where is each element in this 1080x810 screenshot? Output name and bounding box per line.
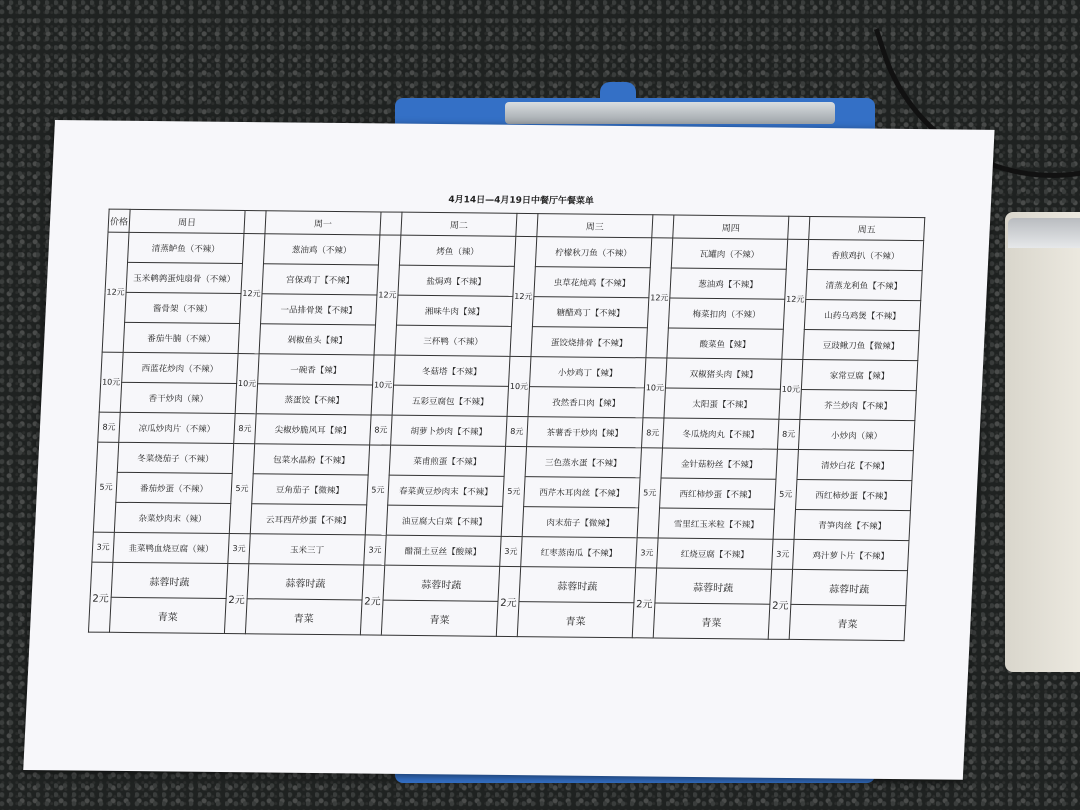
dish-cell: 青菜 [653,603,770,639]
price-cell: 3元 [772,539,794,569]
price-cell: 3元 [364,535,386,565]
menu-sheet [23,120,994,780]
dish-cell: 青菜 [789,604,906,640]
dish-cell: 孜然香口肉【辣】 [528,387,644,418]
dish-cell: 红枣蒸南瓜【不辣】 [521,537,637,568]
dish-cell: 蒸蛋饺【不辣】 [256,384,372,415]
dish-cell: 五彩豆腐包【不辣】 [392,385,508,416]
price-cell: 2元 [360,565,384,635]
price-cell: 2元 [224,564,248,634]
price-cell: 5元 [501,446,526,536]
dish-cell: 菜甫煎蛋【不辣】 [389,445,505,476]
dish-cell: 红烧豆腐【不辣】 [657,538,773,569]
price-cell: 2元 [496,566,520,636]
price-cell: 8元 [777,419,799,449]
dish-cell: 蒜蓉时蔬 [383,565,500,601]
dish-cell: 冬菜烧茄子（不辣） [117,442,233,473]
price-cell: 3元 [636,538,658,568]
dish-cell: 茶薯香干炒肉【辣】 [527,417,643,448]
menu-title: 4月14日—4月19日中餐厅午餐菜单 [448,195,595,207]
dish-cell: 蛋饺烧排骨【不辣】 [531,327,647,358]
menu-table [88,209,925,642]
dish-cell: 包菜水晶粉【不辣】 [253,444,369,475]
dish-cell: 青菜 [381,600,498,636]
dish-cell: 蒜蓉时蔬 [247,564,364,600]
day-header: 周二 [401,212,517,236]
dish-cell: 西红柿炒蛋【不辣】 [796,479,912,510]
price-header-blank [652,215,674,238]
dish-cell: 鸡汁萝卜片【不辣】 [793,539,909,570]
dish-cell: 糖醋鸡丁【不辣】 [532,297,648,328]
price-cell: 8元 [234,414,256,444]
price-cell: 8元 [370,415,392,445]
dish-cell: 双椒猪头肉【辣】 [665,358,781,389]
dish-cell: 玉米鹌鹑蛋炖扇骨（不辣） [126,262,242,293]
dish-cell: 云耳西芹炒蛋【不辣】 [250,504,366,535]
dish-cell: 雪里红玉米粒【不辣】 [658,508,774,539]
price-cell: 10元 [507,356,531,416]
dish-cell: 葱油鸡【不辣】 [670,268,786,299]
dish-cell: 一碗香【辣】 [258,354,374,385]
dish-cell: 西蓝花炒肉（不辣） [122,352,238,383]
price-cell: 12元 [510,236,537,356]
price-cell: 8元 [642,418,664,448]
day-header: 周四 [673,215,789,239]
day-header: 周三 [537,214,653,238]
dish-cell: 剁椒鱼头【辣】 [259,324,375,355]
price-cell: 10元 [643,358,667,418]
dish-cell: 蒜蓉时蔬 [791,569,908,605]
price-header-blank [244,211,266,234]
clipboard-clip [505,102,835,124]
dish-cell: 胡萝卜炒肉【不辣】 [391,415,507,446]
dish-cell: 葱油鸡（不辣） [263,234,379,265]
dish-cell: 肉末茄子【微辣】 [522,507,638,538]
price-header: 价格 [108,209,130,232]
dish-cell: 番茄牛腩（不辣） [123,322,239,353]
dish-cell: 三色蒸水蛋【不辣】 [525,447,641,478]
dish-cell: 蒜蓉时蔬 [111,562,228,598]
dish-cell: 青笋肉丝【不辣】 [794,509,910,540]
price-header-blank [380,212,402,235]
day-header: 周一 [265,211,381,235]
dish-cell: 清蒸鲈鱼（不辣） [128,232,244,263]
dish-cell: 瓦罐肉（不辣） [671,238,787,269]
dish-cell: 小炒鸡丁【辣】 [529,357,645,388]
price-cell: 12元 [782,239,809,359]
price-cell: 5元 [365,445,390,535]
price-header-blank [516,213,538,236]
dish-cell: 宫保鸡丁【不辣】 [262,264,378,295]
side-device-lid [1008,218,1080,248]
dish-cell: 柠檬秋刀鱼（不辣） [535,237,651,268]
dish-cell: 蒜蓉时蔬 [655,568,772,604]
price-cell: 2元 [768,569,792,639]
price-cell: 3元 [500,536,522,566]
dish-cell: 三杯鸭（不辣） [395,325,511,356]
price-cell: 12元 [646,238,673,358]
dish-cell: 玉米三丁 [249,534,365,565]
price-cell: 10元 [371,355,395,415]
dish-cell: 豆角茄子【微辣】 [252,474,368,505]
dish-cell: 冬菇塔【不辣】 [394,355,510,386]
dish-cell: 湘味牛肉【辣】 [396,295,512,326]
price-cell: 5元 [773,449,798,539]
price-cell: 10元 [235,354,259,414]
price-cell: 12元 [374,235,401,355]
dish-cell: 山药乌鸡煲【不辣】 [804,299,920,330]
price-cell: 12元 [238,234,265,354]
dish-cell: 烤鱼（辣） [399,235,515,266]
dish-cell: 西红柿炒蛋【不辣】 [660,478,776,509]
dish-cell: 尖椒炒脆风耳【辣】 [255,414,371,445]
dish-cell: 醋溜土豆丝【酸辣】 [385,535,501,566]
dish-cell: 春菜黄豆炒肉末【不辣】 [388,475,504,506]
price-cell: 10元 [99,352,123,412]
day-header: 周日 [129,209,245,233]
dish-cell: 蒜蓉时蔬 [519,567,636,603]
price-cell: 12元 [102,232,129,352]
price-cell: 5元 [93,442,118,532]
side-device [1005,212,1080,672]
price-cell: 8元 [506,416,528,446]
dish-cell: 番茄炒蛋（不辣） [116,472,232,503]
price-header-blank [788,216,810,239]
dish-cell: 杂菜炒肉末（辣） [114,502,230,533]
dish-cell: 清炒白花【不辣】 [797,449,913,480]
dish-cell: 香煎鸡扒（不辣） [807,239,923,270]
dish-cell: 酱骨架（不辣） [125,292,241,323]
dish-cell: 太阳蛋【不辣】 [664,388,780,419]
price-cell: 5元 [637,448,662,538]
price-cell: 2元 [632,568,656,638]
dish-cell: 青菜 [517,602,634,638]
dish-cell: 油豆腐大白菜【不辣】 [386,505,502,536]
dish-cell: 韭菜鸭血烧豆腐（辣） [113,532,229,563]
dish-cell: 香干炒肉（辣） [120,382,236,413]
dish-cell: 小炒肉（辣） [798,419,914,450]
dish-cell: 金针菇粉丝【不辣】 [661,448,777,479]
dish-cell: 冬瓜烧肉丸【不辣】 [662,418,778,449]
dish-cell: 酸菜鱼【辣】 [667,328,783,359]
dish-cell: 青菜 [245,599,362,635]
price-cell: 3元 [92,532,114,562]
dish-cell: 凉瓜炒肉片（不辣） [119,412,235,443]
day-header: 周五 [809,216,925,240]
dish-cell: 芥兰炒肉【不辣】 [800,389,916,420]
dish-cell: 虫草花炖鸡【不辣】 [534,267,650,298]
dish-cell: 青菜 [109,597,226,633]
dish-cell: 豆豉鳅刀鱼【微辣】 [803,329,919,360]
price-cell: 2元 [88,562,112,632]
price-cell: 10元 [779,359,803,419]
price-cell: 8元 [98,412,120,442]
dish-cell: 盐焗鸡【不辣】 [398,265,514,296]
price-cell: 5元 [229,444,254,534]
dish-cell: 清蒸龙利鱼【不辣】 [806,269,922,300]
dish-cell: 家常豆腐【辣】 [801,359,917,390]
dish-cell: 西芹木耳肉丝【不辣】 [524,477,640,508]
dish-cell: 梅菜扣肉（不辣） [668,298,784,329]
price-cell: 3元 [228,534,250,564]
dish-cell: 一品排骨煲【不辣】 [261,294,377,325]
